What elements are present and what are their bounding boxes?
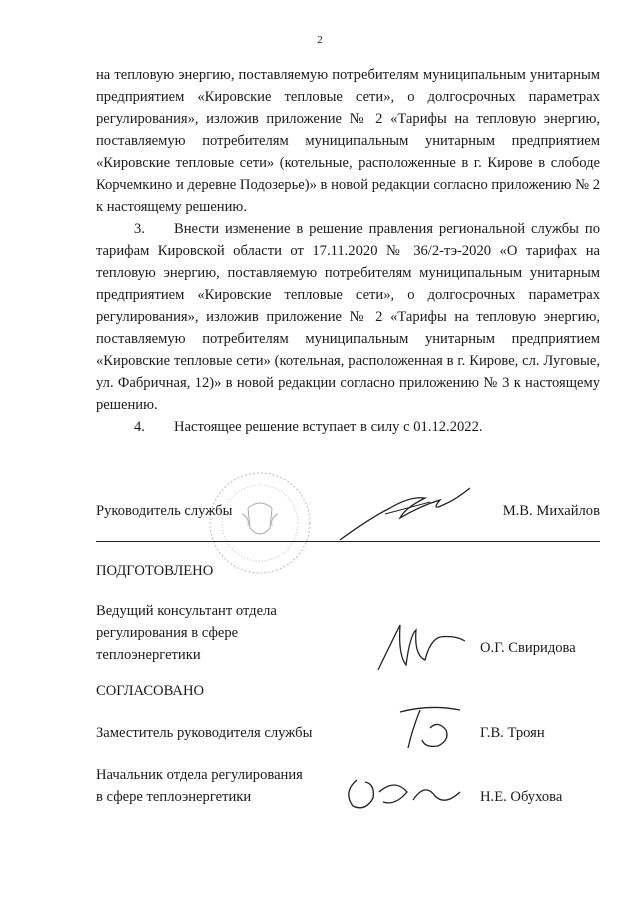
- paragraph-4: [96, 416, 600, 438]
- divider-line: [96, 541, 600, 542]
- agreed-signer-2-name: Н.Е. Обухова: [480, 789, 563, 805]
- page-number: 2: [317, 34, 323, 46]
- prepared-position: [96, 600, 277, 666]
- agreed-signer-1-signature-icon: [390, 700, 470, 755]
- agreed-signer-2-position: [96, 764, 303, 808]
- head-name: М.В. Михайлов: [502, 503, 600, 519]
- prepared-name: О.Г. Свиридова: [480, 640, 576, 656]
- agreed-heading: СОГЛАСОВАНО: [96, 683, 205, 699]
- paragraph-3-text: Внести изменение в решение правления региональной службы по тарифам Кировской области от 17.11.2020 № 36/2-тэ-2020 «О тарифах на тепловую энергию, поставляемую потребителям муниципальным унитарным предприятием «Кировские тепловые сети», о долгосрочных параметрах регулирования», изложив приложение № 2 «Тарифы на тепловую энергию, поставляемую потребителям муниципальным унитарным предприятием «Кировские тепловые сети» (котельная, расположенная в г. Кирове, сл. Луговые, ул. Фабричная, 12)» в новой редакции согласно приложению № 3 к настоящему решению.: [96, 221, 600, 413]
- agreed-signer-1-position: Заместитель руководителя службы: [96, 725, 313, 741]
- prepared-position-line: теплоэнергетики: [96, 647, 201, 663]
- paragraph-3-number: 3.: [134, 221, 145, 237]
- prepared-heading: ПОДГОТОВЛЕНО: [96, 563, 214, 579]
- paragraph-continuation: на тепловую энергию, поставляемую потребителям муниципальным унитарным предприятием «Кировские тепловые сети», о долгосрочных параметрах регулирования», изложив приложение № 2 «Тарифы на тепловую энергию, поставляемую потребителям муниципальным унитарным предприятием «Кировские тепловые сети» (котельные, расположенные в г. Кирове в слободе Корчемкино и деревне Подозерье)» в новой редакции согласно приложению № 2 к настоящему решению.: [96, 67, 600, 215]
- paragraph-3: [96, 218, 600, 416]
- prepared-position-line: Ведущий консультант отдела: [96, 603, 277, 619]
- paragraph-4-text: Настоящее решение вступает в силу с 01.12.2022.: [174, 419, 483, 435]
- agreed-signer-2-position-line: Начальник отдела регулирования: [96, 767, 303, 783]
- prepared-position-line: регулирования в сфере: [96, 625, 239, 641]
- paragraph-4-number: 4.: [134, 419, 145, 435]
- document-body: [96, 64, 600, 438]
- agreed-signer-2-position-line: в сфере теплоэнергетики: [96, 789, 252, 805]
- prepared-signature-icon: [370, 615, 470, 675]
- head-signature-icon: [330, 478, 480, 548]
- agreed-signer-1-name: Г.В. Троян: [480, 725, 545, 741]
- agreed-signer-2-signature-icon: [335, 762, 465, 817]
- head-position: Руководитель службы: [96, 503, 233, 519]
